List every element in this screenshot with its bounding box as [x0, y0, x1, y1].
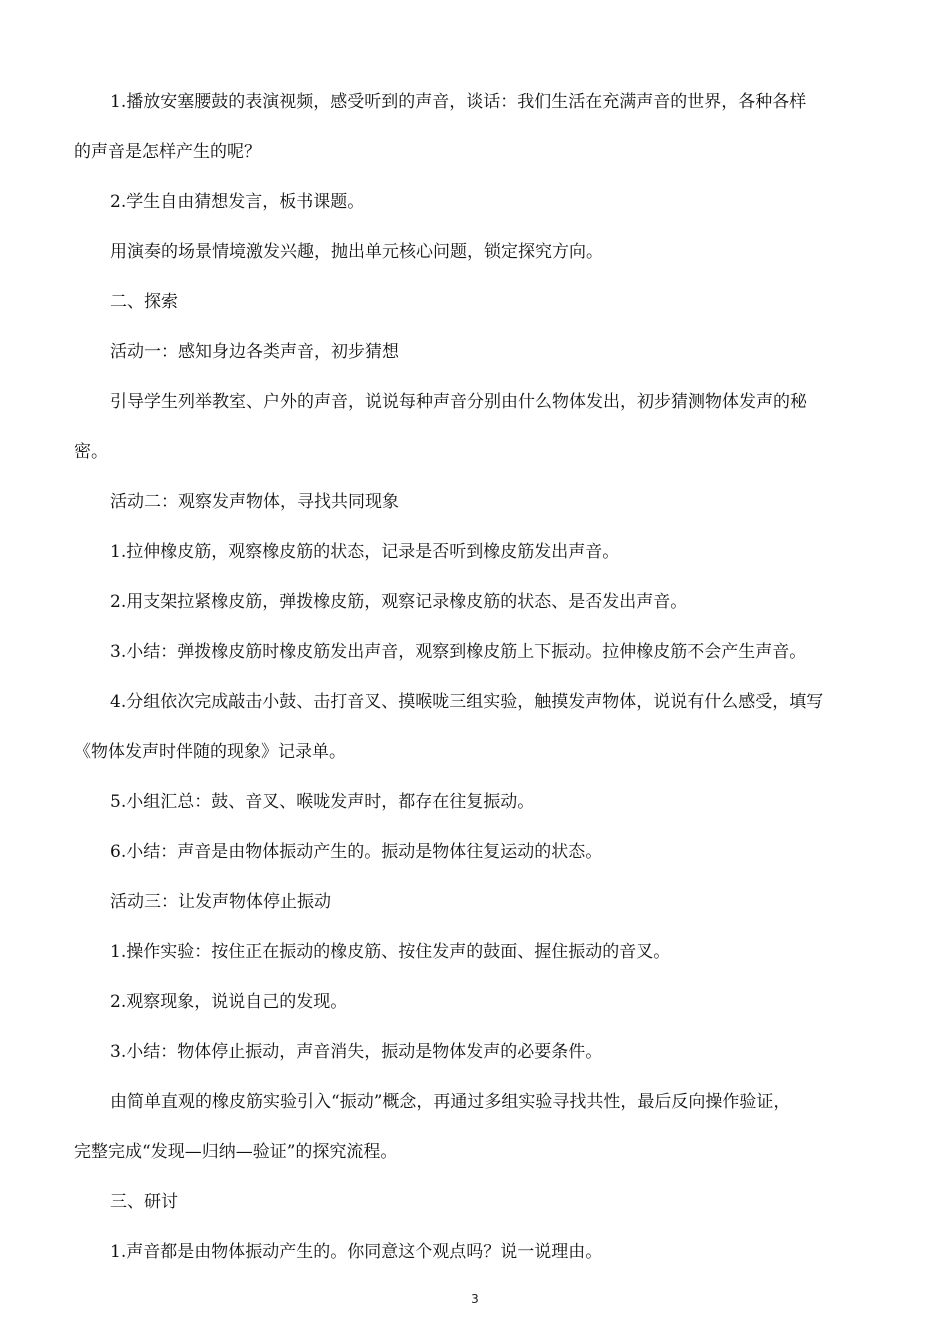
page-number: 3 [471, 1292, 479, 1306]
paragraph-line: 由简单直观的橡皮筋实验引入“振动”概念，再通过多组实验寻找共性，最后反向操作验证， [110, 1092, 791, 1112]
paragraph-line: 的声音是怎样产生的呢？ [74, 142, 261, 162]
paragraph-line: 《物体发声时伴随的现象》记录单。 [74, 742, 346, 762]
paragraph-line: 2.学生自由猜想发言，板书课题。 [110, 192, 365, 212]
paragraph-line: 1.播放安塞腰鼓的表演视频，感受听到的声音，谈话：我们生活在充满声音的世界，各种各样 [110, 92, 807, 112]
paragraph-line: 5.小组汇总：鼓、音叉、喉咙发声时，都存在往复振动。 [110, 792, 535, 812]
section-heading: 二、探索 [110, 292, 178, 312]
paragraph-line: 1.声音都是由物体振动产生的。你同意这个观点吗？说一说理由。 [110, 1242, 603, 1262]
paragraph-line: 4.分组依次完成敲击小鼓、击打音叉、摸喉咙三组实验，触摸发声物体，说说有什么感受，填写 [110, 692, 824, 712]
paragraph-line: 密。 [74, 442, 108, 462]
paragraph-line: 3.小结：弹拨橡皮筋时橡皮筋发出声音，观察到橡皮筋上下振动。拉伸橡皮筋不会产生声音。 [110, 642, 807, 662]
paragraph-line: 6.小结：声音是由物体振动产生的。振动是物体往复运动的状态。 [110, 842, 603, 862]
paragraph-line: 用演奏的场景情境激发兴趣，抛出单元核心问题，锁定探究方向。 [110, 242, 603, 262]
paragraph-line: 完整完成“发现—归纳—验证”的探究流程。 [74, 1142, 398, 1162]
paragraph-line: 1.操作实验：按住正在振动的橡皮筋、按住发声的鼓面、握住振动的音叉。 [110, 942, 671, 962]
section-heading: 三、研讨 [110, 1192, 178, 1212]
paragraph-line: 1.拉伸橡皮筋，观察橡皮筋的状态，记录是否听到橡皮筋发出声音。 [110, 542, 620, 562]
paragraph-line: 2.用支架拉紧橡皮筋，弹拨橡皮筋，观察记录橡皮筋的状态、是否发出声音。 [110, 592, 688, 612]
activity-heading: 活动二：观察发声物体，寻找共同现象 [110, 492, 399, 512]
paragraph-line: 2.观察现象，说说自己的发现。 [110, 992, 348, 1012]
paragraph-line: 3.小结：物体停止振动，声音消失，振动是物体发声的必要条件。 [110, 1042, 603, 1062]
paragraph-line: 引导学生列举教室、户外的声音，说说每种声音分别由什么物体发出，初步猜测物体发声的秘 [110, 392, 807, 412]
activity-heading: 活动一：感知身边各类声音，初步猜想 [110, 342, 399, 362]
activity-heading: 活动三：让发声物体停止振动 [110, 892, 331, 912]
